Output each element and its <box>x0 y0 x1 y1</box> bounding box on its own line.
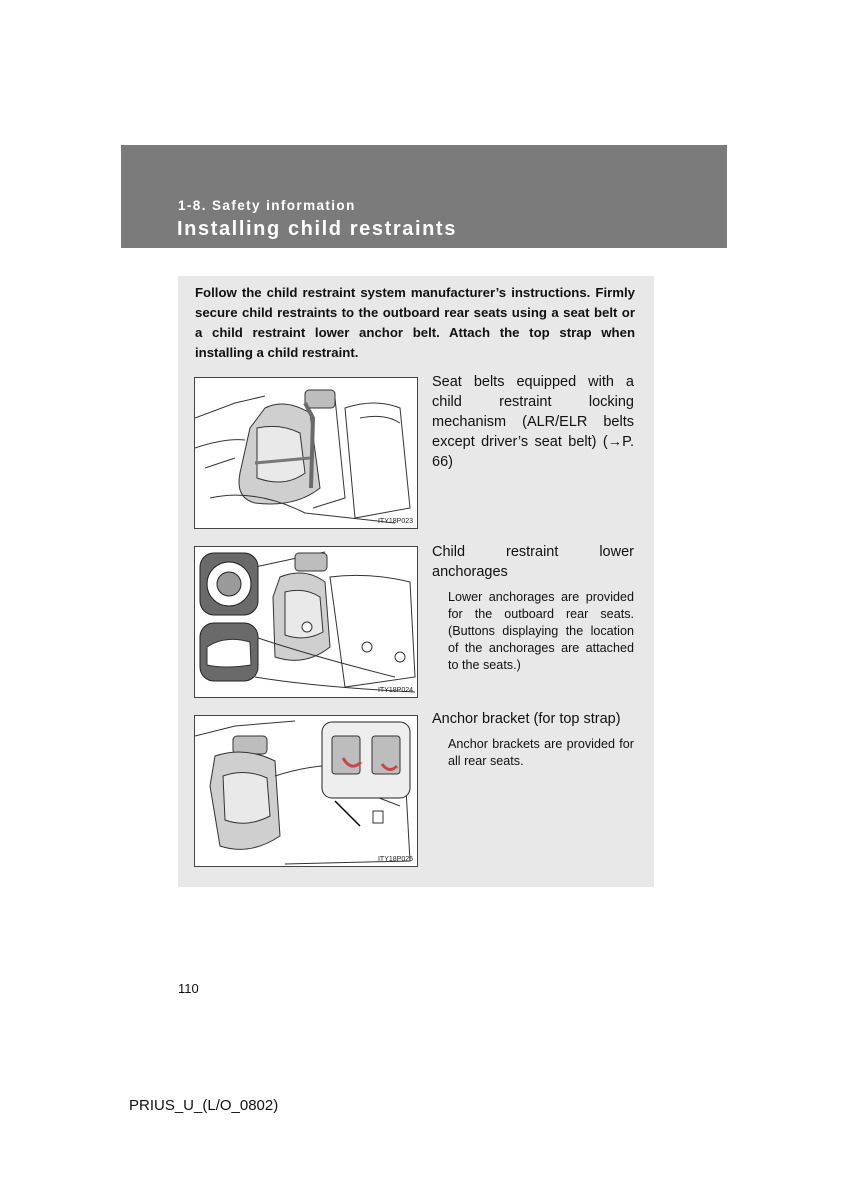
section-header <box>121 145 727 248</box>
section-label: 1-8. Safety information <box>178 198 356 213</box>
item-heading: Seat belts equipped with a child restraint locking mechanism (ALR/ELR belts except driver’s seat belt) (→P. 66) <box>432 374 634 470</box>
item-anchor-bracket <box>432 709 634 770</box>
intro-paragraph: Follow the child restraint system manufacturer’s instructions. Firmly secure child restraints to the outboard rear seats using a seat belt or a child restraint lower anchor belt. Attach the top strap when installing a child restraint. <box>195 285 635 360</box>
item-detail: Anchor brackets are provided for all rear seats. <box>448 737 634 768</box>
item-seat-belt <box>432 372 634 472</box>
content-panel <box>178 276 654 887</box>
item-heading: Anchor bracket (for top strap) <box>432 711 621 727</box>
figure-code: ITY18P025 <box>377 856 413 863</box>
figure-code: ITY18P024 <box>377 687 413 694</box>
page-title: Installing child restraints <box>177 218 457 240</box>
figure-lower-anchorages <box>194 546 418 698</box>
item-heading: Child restraint lower anchorages <box>432 544 634 580</box>
figure-anchor-bracket <box>194 715 418 867</box>
footer-code: PRIUS_U_(L/O_0802) <box>129 1097 279 1114</box>
figure-seat-belt <box>194 377 418 529</box>
item-lower-anchorages <box>432 542 634 674</box>
item-detail: Lower anchorages are provided for the outboard rear seats. (Buttons displaying the location of the anchorages are attached to the seats.) <box>448 590 634 672</box>
figure-code: ITY18P023 <box>377 518 413 525</box>
page-number: 110 <box>178 981 199 996</box>
